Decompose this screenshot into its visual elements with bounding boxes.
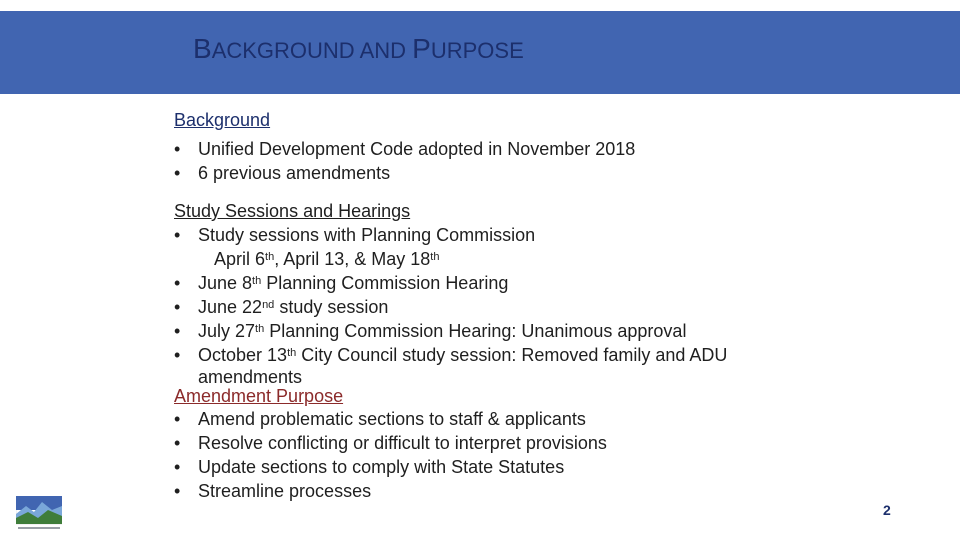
list-item-text: Unified Development Code adopted in November 2018 xyxy=(198,139,636,159)
slide-title xyxy=(193,33,524,65)
title-part: ACKGROUND AND xyxy=(211,38,413,63)
list-item-text: Streamline processes xyxy=(198,481,372,501)
list-item-text: City Council study session: Removed family and ADU xyxy=(296,345,728,365)
list-item-text: Study sessions with Planning Commission xyxy=(198,225,536,245)
list-item-continuation xyxy=(174,247,727,271)
list-item-text: April 6 xyxy=(214,249,266,269)
list-item-text: June 22 xyxy=(198,297,263,317)
list-item-text: June 8 xyxy=(198,273,253,293)
bullet: • xyxy=(174,457,181,477)
background-heading: Background xyxy=(174,110,271,130)
list-item-text: Resolve conflicting or difficult to interpret provisions xyxy=(198,433,607,453)
background-list xyxy=(174,137,635,185)
bullet: • xyxy=(174,225,181,245)
list-item xyxy=(174,455,607,479)
bullet: • xyxy=(174,481,181,501)
bullet: • xyxy=(174,163,181,183)
study-list xyxy=(174,223,727,387)
list-item-text: Planning Commission Hearing: Unanimous approval xyxy=(264,321,687,341)
amendment-heading: Amendment Purpose xyxy=(174,386,344,406)
list-item xyxy=(174,137,635,161)
list-item-text: Update sections to comply with State Statutes xyxy=(198,457,565,477)
title-part: URPOSE xyxy=(430,38,524,63)
title-part: B xyxy=(193,33,212,64)
superscript: th xyxy=(287,347,297,359)
list-item-text: , April 13, & May 18 xyxy=(274,249,431,269)
amendment-list xyxy=(174,407,607,503)
title-part: P xyxy=(412,33,431,64)
list-item xyxy=(174,271,727,295)
list-item-text: October 13 xyxy=(198,345,288,365)
bullet: • xyxy=(174,409,181,429)
superscript: th xyxy=(252,275,262,287)
list-item-text: July 27 xyxy=(198,321,256,341)
list-item xyxy=(174,479,607,503)
superscript: th xyxy=(255,323,265,335)
bullet: • xyxy=(174,297,181,317)
bullet: • xyxy=(174,433,181,453)
list-item-text: study session xyxy=(274,297,389,317)
superscript: th xyxy=(430,251,440,263)
city-logo-icon xyxy=(16,496,62,532)
list-item xyxy=(174,343,727,367)
list-item xyxy=(174,407,607,431)
list-item-text: Planning Commission Hearing xyxy=(261,273,509,293)
superscript: th xyxy=(265,251,275,263)
bullet: • xyxy=(174,273,181,293)
list-item-text: 6 previous amendments xyxy=(198,163,391,183)
list-item-text: amendments xyxy=(198,367,303,387)
list-item xyxy=(174,295,727,319)
list-item xyxy=(174,319,727,343)
list-item-text: Amend problematic sections to staff & applicants xyxy=(198,409,586,429)
study-heading: Study Sessions and Hearings xyxy=(174,201,411,221)
list-item xyxy=(174,161,635,185)
page-number: 2 xyxy=(883,502,891,518)
bullet: • xyxy=(174,139,181,159)
list-item xyxy=(174,223,727,247)
superscript: nd xyxy=(262,299,275,311)
bullet: • xyxy=(174,321,181,341)
list-item xyxy=(174,431,607,455)
bullet: • xyxy=(174,345,181,365)
